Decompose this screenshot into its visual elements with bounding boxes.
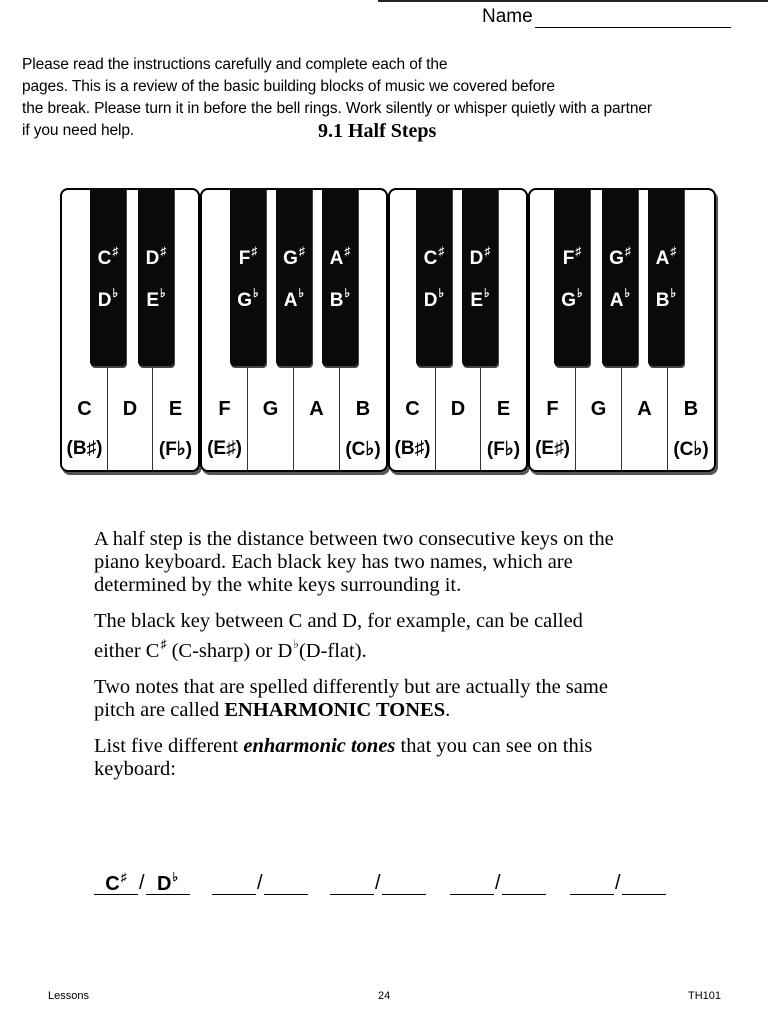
keyboard-octave-cde bbox=[60, 188, 200, 472]
white-key-label: B bbox=[355, 398, 371, 420]
instructions-line: pages. This is a review of the basic building blocks of music we covered before bbox=[22, 78, 555, 95]
answer-pair bbox=[570, 870, 666, 895]
white-key-label: E bbox=[168, 398, 183, 420]
black-key-sharp-label: D♯ bbox=[145, 244, 167, 269]
white-key-label: D bbox=[122, 398, 138, 420]
answer-slash: / bbox=[495, 872, 501, 894]
black-key-flat-label: G♭ bbox=[237, 286, 259, 311]
black-key bbox=[322, 188, 358, 366]
paragraph-enharmonic bbox=[94, 676, 724, 722]
answer-slash: / bbox=[375, 872, 381, 894]
white-key-label: G bbox=[262, 398, 279, 420]
black-key-sharp-label: F♯ bbox=[562, 244, 582, 269]
white-key-alt-label: (C♭) bbox=[673, 439, 709, 460]
black-key-flat-label: B♭ bbox=[329, 286, 351, 311]
black-key-sharp-label: A♯ bbox=[655, 244, 677, 269]
name-blank[interactable] bbox=[535, 9, 731, 28]
text-line: List five different enharmonic tones that you can see on this bbox=[94, 735, 593, 757]
white-key-alt-label: (C♭) bbox=[345, 439, 381, 460]
white-key-label: F bbox=[546, 398, 559, 420]
black-key-flat-label: E♭ bbox=[146, 286, 166, 311]
instructions-line: the break. Please turn it in before the bell rings. Work silently or whisper quietly with a partner bbox=[22, 100, 652, 117]
white-key-label: A bbox=[637, 398, 652, 420]
black-key-sharp-label: A♯ bbox=[329, 244, 351, 269]
text-line: piano keyboard. Each black key has two names, which are bbox=[94, 551, 573, 573]
answer-blank[interactable] bbox=[450, 870, 494, 895]
white-key-label: D bbox=[450, 398, 466, 420]
black-key bbox=[276, 188, 312, 366]
answer-example bbox=[94, 870, 190, 895]
white-key-label: C bbox=[77, 398, 92, 420]
answer-slash: / bbox=[257, 872, 263, 894]
black-key bbox=[138, 188, 174, 366]
page-number: 24 bbox=[378, 990, 391, 1002]
black-key-flat-label: A♭ bbox=[283, 286, 305, 311]
text-line: keyboard: bbox=[94, 758, 176, 780]
keyboard-octave-cde bbox=[388, 188, 528, 472]
black-key bbox=[90, 188, 126, 366]
answer-blank[interactable] bbox=[330, 870, 374, 895]
footer-right: TH101 bbox=[688, 990, 722, 1002]
white-key-label: C bbox=[405, 398, 420, 420]
name-label: Name bbox=[482, 6, 533, 27]
white-key-label: F bbox=[218, 398, 231, 420]
black-key bbox=[648, 188, 684, 366]
black-key bbox=[602, 188, 638, 366]
answer-blank[interactable] bbox=[502, 870, 546, 895]
piano-keyboard bbox=[58, 188, 714, 474]
white-key-alt-label: (F♭) bbox=[486, 439, 521, 460]
paragraph-task bbox=[94, 735, 724, 781]
black-key-sharp-label: C♯ bbox=[97, 244, 119, 269]
answer-blank[interactable] bbox=[264, 870, 308, 895]
black-key-sharp-label: G♯ bbox=[609, 244, 631, 269]
answer-blank[interactable] bbox=[212, 870, 256, 895]
black-key-flat-label: B♭ bbox=[655, 286, 677, 311]
top-rule bbox=[378, 0, 768, 2]
text-line: determined by the white keys surrounding it. bbox=[94, 574, 462, 596]
answer-pair bbox=[450, 870, 546, 895]
text-line: A half step is the distance between two consecutive keys on the bbox=[94, 528, 614, 550]
answer-blank[interactable] bbox=[622, 870, 666, 895]
answer-blank[interactable] bbox=[570, 870, 614, 895]
black-key-flat-label: A♭ bbox=[609, 286, 631, 311]
paragraph-example bbox=[94, 610, 724, 663]
white-key-label: E bbox=[496, 398, 511, 420]
black-key bbox=[554, 188, 590, 366]
white-key-alt-label: (B♯) bbox=[66, 438, 103, 459]
instructions-line: Please read the instructions carefully and complete each of the bbox=[22, 56, 448, 73]
black-key-flat-label: E♭ bbox=[470, 286, 490, 311]
answer-example-left: C♯ bbox=[94, 870, 138, 895]
black-key-flat-label: D♭ bbox=[423, 286, 445, 311]
answer-slash: / bbox=[139, 872, 145, 894]
section-title: 9.1 Half Steps bbox=[318, 120, 437, 142]
black-key-flat-label: G♭ bbox=[561, 286, 583, 311]
text-line: Two notes that are spelled differently but are actually the same bbox=[94, 676, 608, 698]
black-key-sharp-label: G♯ bbox=[283, 244, 305, 269]
white-key-alt-label: (F♭) bbox=[158, 439, 193, 460]
instructions-line: if you need help. bbox=[22, 122, 135, 139]
text-line: The black key between C and D, for example, can be called bbox=[94, 610, 583, 632]
answer-slash: / bbox=[615, 872, 621, 894]
black-key bbox=[462, 188, 498, 366]
black-key bbox=[416, 188, 452, 366]
paragraph-half-step bbox=[94, 528, 724, 597]
white-key-alt-label: (E♯) bbox=[535, 438, 570, 459]
text-line: pitch are called ENHARMONIC TONES. bbox=[94, 699, 451, 721]
text-line: either C♯ (C-sharp) or D♭(D-flat). bbox=[94, 637, 367, 662]
white-key-label: A bbox=[309, 398, 324, 420]
answer-example-right: D♭ bbox=[146, 870, 190, 895]
footer-left: Lessons bbox=[48, 990, 89, 1002]
black-key bbox=[230, 188, 266, 366]
black-key-sharp-label: D♯ bbox=[469, 244, 491, 269]
black-key-flat-label: D♭ bbox=[97, 286, 119, 311]
white-key-label: G bbox=[590, 398, 607, 420]
answer-pair bbox=[330, 870, 426, 895]
black-key-sharp-label: C♯ bbox=[423, 244, 445, 269]
answer-blank[interactable] bbox=[382, 870, 426, 895]
name-field bbox=[482, 6, 731, 28]
white-key-alt-label: (B♯) bbox=[394, 438, 431, 459]
white-key-alt-label: (E♯) bbox=[207, 438, 242, 459]
answer-blanks bbox=[0, 870, 768, 910]
white-key-label: B bbox=[683, 398, 699, 420]
lesson-text bbox=[94, 528, 724, 794]
black-key-sharp-label: F♯ bbox=[238, 244, 258, 269]
answer-pair bbox=[212, 870, 308, 895]
